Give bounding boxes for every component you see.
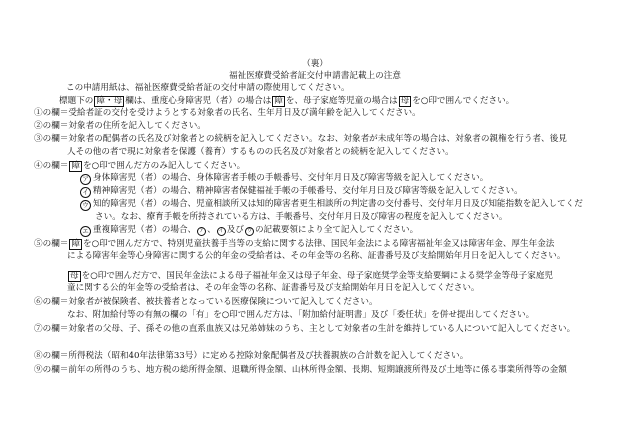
circled-marker: イ — [218, 228, 224, 234]
item-3-line-2: 人その他の者で現に対象者を保護（養育）するものの氏名及び対象者との続柄を記入してください。 — [67, 147, 454, 157]
item-8: ⑧の欄＝所得税法（昭和40年法律第33号）に定める控除対象配偶者及び扶養親族の合計数を記入してください。 — [34, 351, 469, 361]
item-4-a: ア 身体障害児（者）の場合、身体障害者手帳の手帳番号、交付年月日及び障害等級を記入してください。 — [80, 174, 488, 185]
circled-marker: ア — [198, 228, 205, 234]
item-3-line-1: ③の欄＝対象者の配偶者の氏名及び対象者との続柄を記入してください。なお、対象者が未成年等の場合は、対象者の親権を行う者、後見 — [34, 134, 567, 144]
page-side-marker: （裏） — [302, 59, 328, 69]
item-5-line-1: ⑤の欄＝ 障 を○印で囲んだ方で、特別児童扶養手当等の支給に関する法律、国民年金法による障害福祉年金又は障害年金、厚生年金法 — [34, 239, 555, 249]
circled-marker: ア — [80, 174, 91, 185]
item-5-line-4: 童に関する公的年金等の受給者は、その年金等の名称、証書番号及び支給開始年月日を記入してください。 — [67, 283, 480, 293]
item-4-b: イ 精神障害児（者）の場合、精神障害者保健福祉手帳の手帳番号、交付年月日及び障害等級を記入してください。 — [80, 187, 523, 198]
circled-marker: ウ — [246, 228, 253, 234]
box-label: 母 — [70, 271, 79, 281]
box-label: 障 — [71, 161, 80, 171]
box-label: 母 — [400, 96, 410, 106]
item-4: ④の欄＝ 障 を○印で囲んだ方のみ記入してください。 — [34, 161, 246, 171]
box-label: 障 — [274, 96, 283, 106]
intro-text: この申請用紙は、福祉医療費受給者証の交付申請の際使用してください。 — [66, 83, 350, 93]
item-4-d: エ 重複障害児（者）の場合、 ア 、 イ 及び ウ の記載要領により全て記入してください。 — [80, 226, 418, 237]
item-7: ⑦の欄＝対象者の父母、子、孫その他の直系血族又は兄弟姉妹のうち、主として対象者の生計を維持している人について記入してください。 — [34, 324, 576, 334]
item-9: ⑨の欄＝前年の所得のうち、地方税の総所得金額、退職所得金額、山林所得金額、長期、短期譲渡所得及び土地等に係る事業所得等の金額 — [34, 365, 567, 375]
document-title: 福祉医療費受給者証交付申請書記載上の注意 — [229, 71, 401, 81]
circled-marker: イ — [80, 187, 91, 198]
heading-note: 標題下の 障・母 欄は、重度心身障害児（者）の場合は 障 を、母子家庭等児童の場合は 母 を○印で囲んでください。 — [59, 96, 515, 106]
item-5-line-2: による障害年金等心身障害に関する公的年金の受給者は、その年金等の名称、証書番号及び支給開始年月日を記入してください。 — [67, 251, 566, 261]
item-5-line-3: 母 を○印で囲んだ方で、国民年金法による母子福祉年金又は母子年金、母子家庭奨学金等支給要綱による奨学金等母子家庭児 — [70, 271, 554, 281]
circled-marker: エ — [80, 226, 91, 237]
item-4-c-line-1: ウ 知的障害児（者）の場合、児童相談所又は知的障害者更生相談所の判定書の交付番号、交付年月日及び知能指数を記入してくだ — [80, 200, 583, 211]
item-1: ①の欄＝受給者証の交付を受けようとする対象者の氏名、生年月日及び満年齢を記入してください。 — [34, 108, 421, 118]
item-4-c-line-2: さい。なお、療育手帳を所持されている方は、手帳番号、交付年月日及び障害の程度を記入してください。 — [95, 212, 508, 222]
box-label: 障 — [71, 239, 80, 249]
item-6-line-1: ⑥の欄＝対象者が被保険者、被扶養者となっている医療保険について記入してください。 — [34, 297, 378, 307]
box-label: 障・母 — [96, 96, 123, 106]
item-2: ②の欄＝対象者の住所を記入してください。 — [34, 121, 206, 131]
item-6-line-2: なお、附加給付等の有無の欄の「有」を○印で囲んだ方は、「附加給付証明書」及び「委任状」を併せ提出してください。 — [67, 310, 535, 320]
circled-marker: ウ — [80, 200, 91, 211]
